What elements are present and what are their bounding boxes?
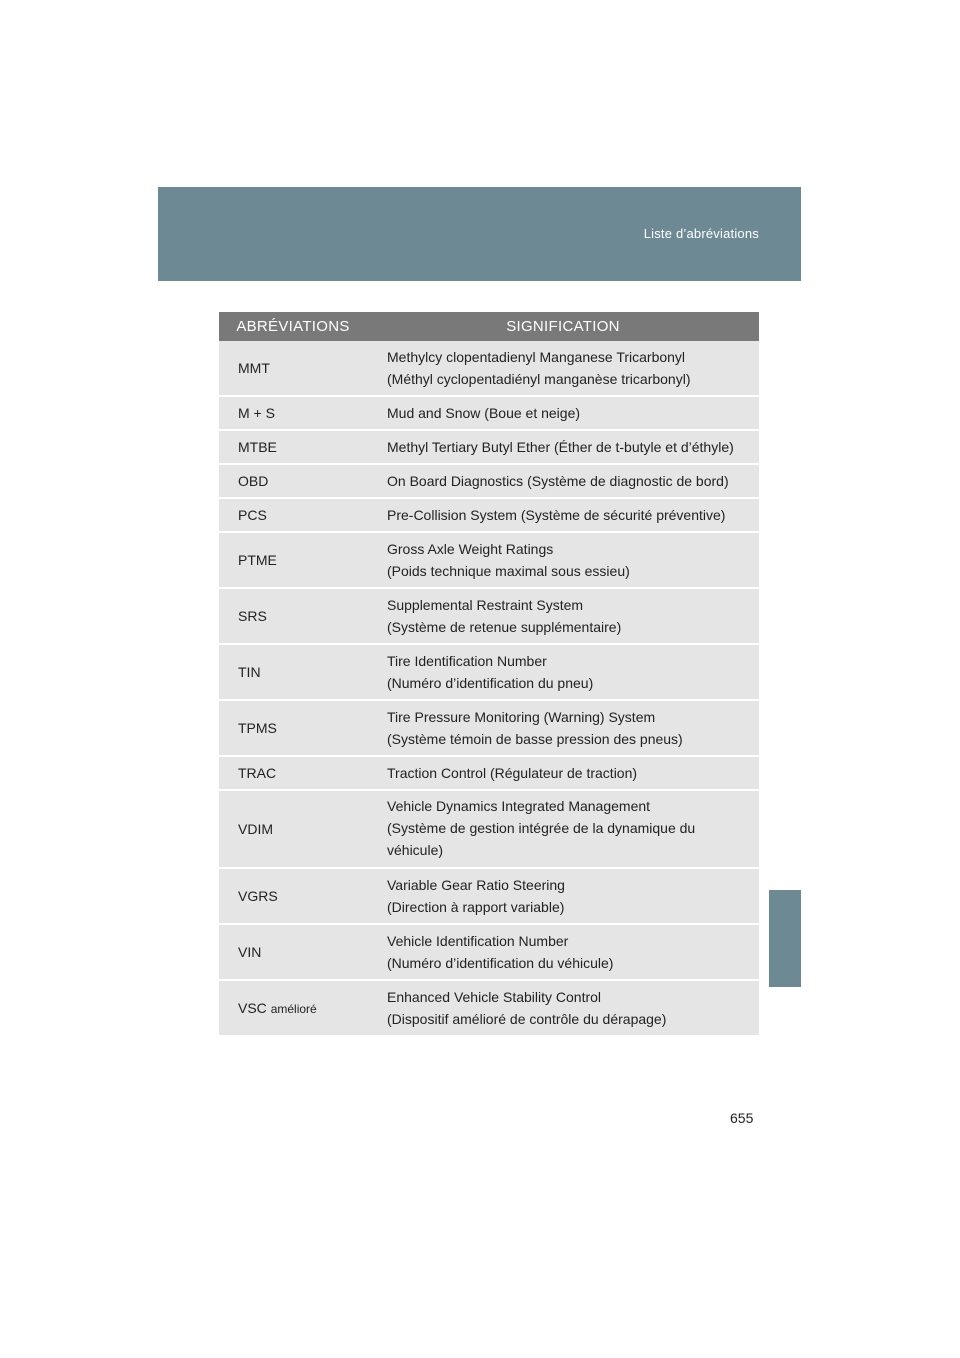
table-row <box>219 430 759 464</box>
abbreviation-cell: SRS <box>219 588 367 644</box>
meaning-cell <box>367 790 759 868</box>
meaning-cell <box>367 341 759 396</box>
meaning-line: (Système de retenue supplémentaire) <box>387 619 622 635</box>
meaning-line: Gross Axle Weight Ratings <box>387 541 554 557</box>
abbreviation-cell: M + S <box>219 396 367 430</box>
meaning-cell <box>367 588 759 644</box>
table-row <box>219 396 759 430</box>
page-number: 655 <box>730 1110 754 1126</box>
meaning-cell <box>367 868 759 924</box>
abbreviation-cell: VDIM <box>219 790 367 868</box>
meaning-line: véhicule) <box>387 842 444 858</box>
meaning-line: (Système de gestion intégrée de la dynamique du <box>387 820 696 836</box>
meaning-cell <box>367 464 759 498</box>
meaning-line: (Méthyl cyclopentadiényl manganèse tricarbonyl) <box>387 371 691 387</box>
meaning-line: Supplemental Restraint System <box>387 597 584 613</box>
table-row <box>219 868 759 924</box>
meaning-line: (Système témoin de basse pression des pneus) <box>387 731 683 747</box>
table-row <box>219 341 759 396</box>
table-row <box>219 790 759 868</box>
meaning-cell <box>367 430 759 464</box>
table-row <box>219 924 759 980</box>
meaning-cell <box>367 980 759 1036</box>
meaning-cell <box>367 924 759 980</box>
column-header-abbreviations: ABRÉVIATIONS <box>219 312 367 341</box>
abbreviation-cell: VIN <box>219 924 367 980</box>
meaning-line: Tire Pressure Monitoring (Warning) System <box>387 709 656 725</box>
meaning-cell <box>367 644 759 700</box>
abbreviation-cell <box>219 980 367 1036</box>
meaning-line: Enhanced Vehicle Stability Control <box>387 989 602 1005</box>
table-row <box>219 700 759 756</box>
table-row <box>219 588 759 644</box>
meaning-cell <box>367 700 759 756</box>
column-header-signification: SIGNIFICATION <box>367 312 759 341</box>
meaning-line: On Board Diagnostics (Système de diagnostic de bord) <box>387 473 729 489</box>
abbreviation-cell: TIN <box>219 644 367 700</box>
section-side-tab <box>769 890 801 987</box>
table-header-row <box>219 312 759 341</box>
header-title: Liste d’abréviations <box>643 226 759 241</box>
abbreviation-cell: MTBE <box>219 430 367 464</box>
abbreviation-cell: OBD <box>219 464 367 498</box>
meaning-line: (Direction à rapport variable) <box>387 899 565 915</box>
meaning-cell <box>367 498 759 532</box>
table-row <box>219 498 759 532</box>
meaning-line: Pre-Collision System (Système de sécurité préventive) <box>387 507 726 523</box>
table-row <box>219 532 759 588</box>
meaning-cell <box>367 532 759 588</box>
meaning-line: Methyl Tertiary Butyl Ether (Éther de t-butyle et d’éthyle) <box>387 439 734 455</box>
meaning-line: (Dispositif amélioré de contrôle du dérapage) <box>387 1011 667 1027</box>
meaning-line: Variable Gear Ratio Steering <box>387 877 565 893</box>
meaning-line: Mud and Snow (Boue et neige) <box>387 405 581 421</box>
abbreviation-cell: TRAC <box>219 756 367 790</box>
abbreviation-cell: MMT <box>219 341 367 396</box>
meaning-line: Vehicle Identification Number <box>387 933 569 949</box>
header-band <box>158 187 801 281</box>
table-row <box>219 980 759 1036</box>
table-row <box>219 756 759 790</box>
meaning-line: (Numéro d’identification du véhicule) <box>387 955 614 971</box>
meaning-line: Tire Identification Number <box>387 653 547 669</box>
abbreviation-text: VSC <box>238 999 267 1016</box>
meaning-cell <box>367 756 759 790</box>
abbreviation-cell: PTME <box>219 532 367 588</box>
meaning-line: Traction Control (Régulateur de traction) <box>387 765 638 781</box>
table-row <box>219 464 759 498</box>
meaning-line: (Numéro d’identification du pneu) <box>387 675 594 691</box>
meaning-line: (Poids technique maximal sous essieu) <box>387 563 630 579</box>
meaning-cell <box>367 396 759 430</box>
abbreviations-table <box>219 312 759 1037</box>
abbreviation-suffix: amélioré <box>270 1001 317 1016</box>
abbreviation-cell: TPMS <box>219 700 367 756</box>
table-row <box>219 644 759 700</box>
meaning-line: Vehicle Dynamics Integrated Management <box>387 798 651 814</box>
abbreviation-cell: PCS <box>219 498 367 532</box>
abbreviation-cell: VGRS <box>219 868 367 924</box>
meaning-line: Methylcy clopentadienyl Manganese Tricarbonyl <box>387 349 686 365</box>
